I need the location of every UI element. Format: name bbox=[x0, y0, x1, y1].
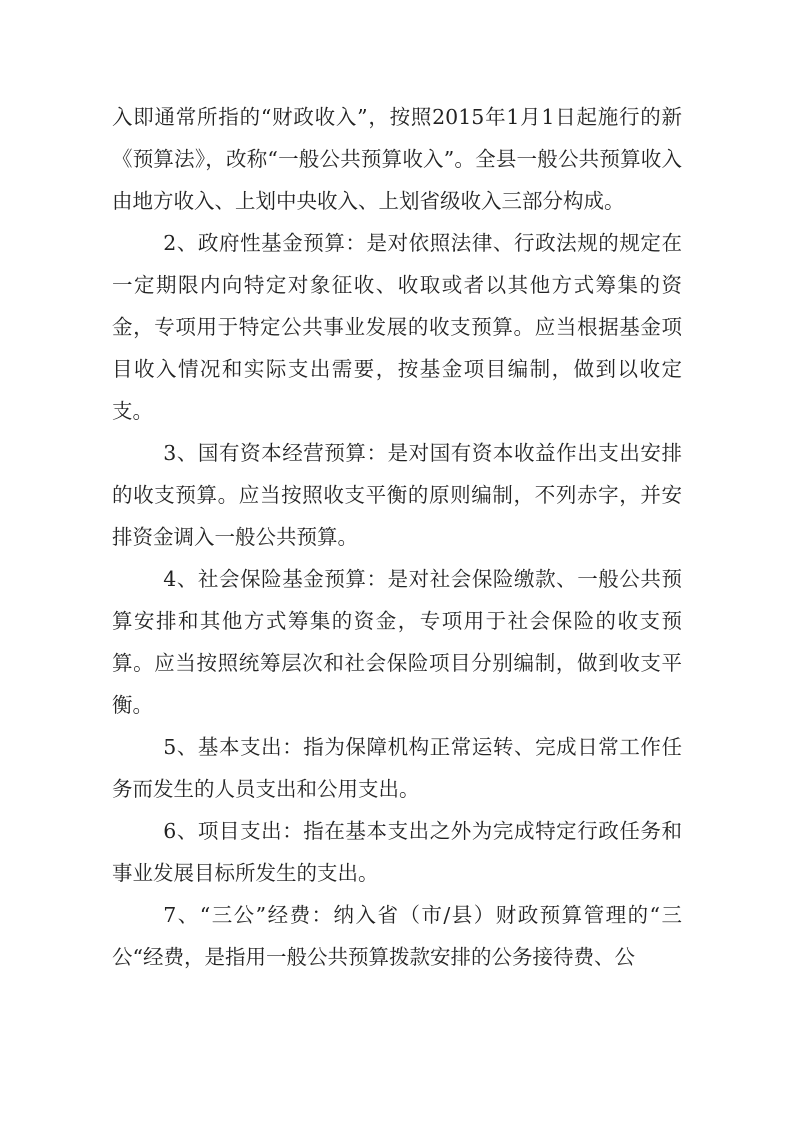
paragraph-project-expenditure: 6、项目支出：指在基本支出之外为完成特定行政任务和事业发展目标所发生的支出。 bbox=[112, 819, 682, 885]
paragraph-basic-expenditure: 5、基本支出：指为保障机构正常运转、完成日常工作任务而发生的人员支出和公用支出。 bbox=[112, 735, 682, 801]
paragraph-social-insurance-budget: 4、社会保险基金预算：是对社会保险缴款、一般公共预算安排和其他方式筹集的资金，专项用于社会保险的收支预算。应当按照统筹层次和社会保险项目分别编制，做到收支平衡。 bbox=[112, 567, 682, 717]
paragraph-state-capital-budget: 3、国有资本经营预算：是对国有资本收益作出支出安排的收支预算。应当按照收支平衡的原则编制，不列赤字，并安排资金调入一般公共预算。 bbox=[112, 441, 682, 549]
paragraph-continuation-fiscal-revenue: 入即通常所指的“财政收入”，按照2015年1月1日起施行的新《预算法》，改称“一般公共预算收入”。全县一般公共预算收入由地方收入、上划中央收入、上划省级收入三部分构成。 bbox=[112, 105, 682, 213]
paragraph-three-public-expenses: 7、“三公”经费：纳入省（市/县）财政预算管理的“三公“经费，是指用一般公共预算拨款安排的公务接待费、公 bbox=[112, 903, 682, 969]
document-body bbox=[112, 96, 682, 978]
paragraph-government-fund-budget: 2、政府性基金预算：是对依照法律、行政法规的规定在一定期限内向特定对象征收、收取或者以其他方式筹集的资金，专项用于特定公共事业发展的收支预算。应当根据基金项目收入情况和实际支出需要，按基金项目编制，做到以收定支。 bbox=[112, 231, 682, 423]
